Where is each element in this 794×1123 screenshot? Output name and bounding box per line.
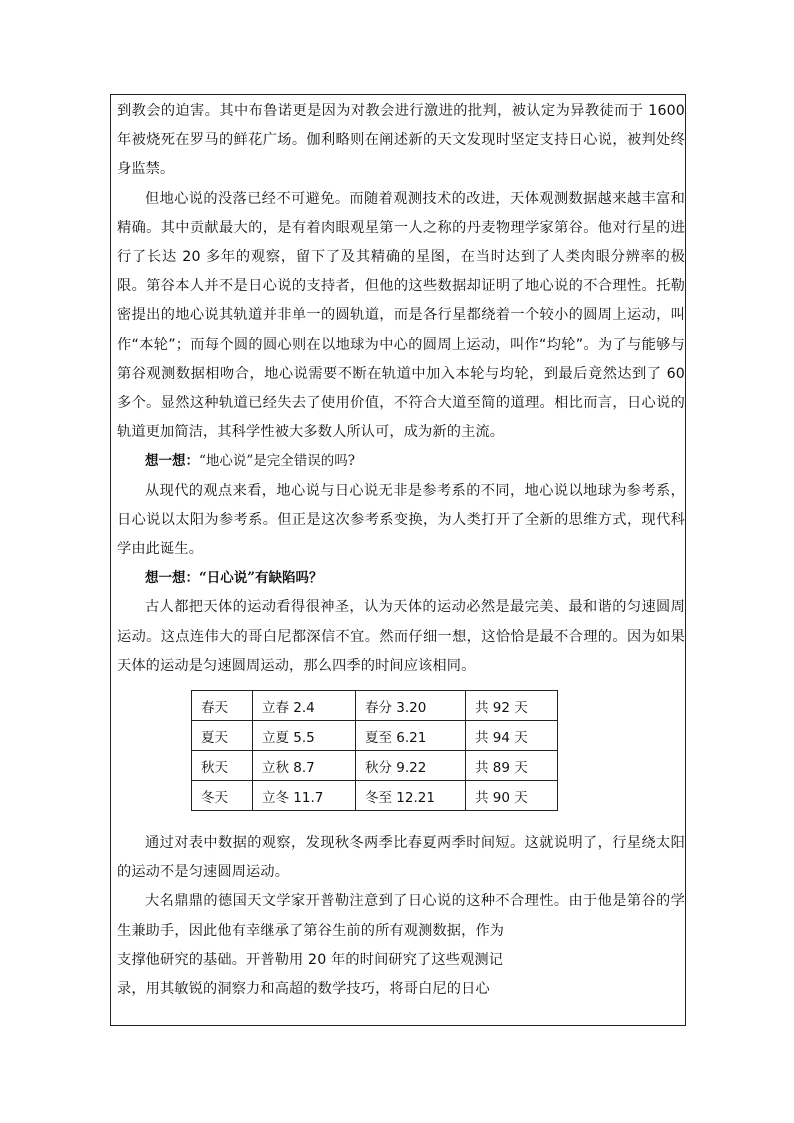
season-start-cell: 立春 2.4 bbox=[253, 691, 356, 721]
think-question-geocentric bbox=[117, 447, 685, 476]
paragraph-kepler: 大名鼎鼎的德国天文学家开普勒注意到了日心说的这种不合理性。由于他是第谷的学生兼助手，因此他有幸继承了第谷生前的所有观测数据，作为 bbox=[117, 893, 685, 939]
paragraph-kepler-cont-2: 录，用其敏锐的洞察力和高超的数学技巧，将哥白尼的日心 bbox=[117, 981, 490, 998]
season-cell: 夏天 bbox=[192, 721, 253, 751]
table-row bbox=[192, 691, 558, 721]
paragraph-persecution: 到教会的迫害。其中布鲁诺更是因为对教会进行激进的批判，被认定为异教徒而于 1600 年被烧死在罗马的鲜花广场。伽利略则在阐述新的天文发现时坚定支持日心说，被判处终身监禁。 bbox=[117, 103, 685, 178]
table-row bbox=[192, 721, 558, 751]
think-question-text: “地心说”是完全错误的吗? bbox=[199, 453, 356, 470]
season-cell: 冬天 bbox=[192, 781, 253, 811]
document-body bbox=[117, 97, 685, 1004]
think-label: 想一想： bbox=[145, 453, 199, 470]
season-mid-cell: 夏至 6.21 bbox=[356, 721, 466, 751]
paragraph-table-observation: 通过对表中数据的观察，发现秋冬两季比春夏两季时间短。这就说明了，行星绕太阳的运动不是匀速圆周运动。 bbox=[117, 835, 685, 881]
season-start-cell: 立夏 5.5 bbox=[253, 721, 356, 751]
season-days-cell: 共 90 天 bbox=[466, 781, 558, 811]
season-table bbox=[191, 690, 558, 811]
paragraph-kepler-cont-1: 支撑他研究的基础。开普勒用 20 年的时间研究了这些观测记 bbox=[117, 951, 504, 968]
table-row bbox=[192, 781, 558, 811]
season-days-cell: 共 89 天 bbox=[466, 751, 558, 781]
paragraph-reference-frame: 从现代的观点来看，地心说与日心说无非是参考系的不同，地心说以地球为参考系，日心说以太阳为参考系。但正是这次参考系变换，为人类打开了全新的思维方式，现代科学由此诞生。 bbox=[117, 482, 685, 558]
season-cell: 秋天 bbox=[192, 751, 253, 781]
season-days-cell: 共 94 天 bbox=[466, 721, 558, 751]
season-start-cell: 立冬 11.7 bbox=[253, 781, 356, 811]
season-mid-cell: 冬至 12.21 bbox=[356, 781, 466, 811]
season-cell: 春天 bbox=[192, 691, 253, 721]
season-mid-cell: 春分 3.20 bbox=[356, 691, 466, 721]
think-question-heliocentric: 想一想：“日心说”有缺陷吗？ bbox=[145, 570, 323, 587]
season-start-cell: 立秋 8.7 bbox=[253, 751, 356, 781]
content-frame bbox=[110, 94, 686, 1026]
table-row bbox=[192, 751, 558, 781]
paragraph-geocentric-decline: 但地心说的没落已经不可避免。而随着观测技术的改进，天体观测数据越来越丰富和精确。其中贡献最大的，是有着肉眼观星第一人之称的丹麦物理学家第谷。他对行星的进行了长达 20 多年的观察，留下了及其精确的星图，在当时达到了人类肉眼分辨率的极限。第谷本人并不是日心说的支持者，但他的这些数据却证明了地心说的不合理性。托勒密提出的地心说其轨道并非单一的圆轨道，而是各行星都绕着一个较小的圆周上运动，叫作“本轮”；而每个圆的圆心则在以地球为中心的圆周上运动，叫作“均轮”。为了与能够与第谷观测数据相吻合，地心说需要不断在轨道中加入本轮与均轮，到最后竟然达到了 60 多个。显然这种轨道已经失去了使用价值，不符合大道至简的道理。相比而言，日心说的轨道更加简洁，其科学性被大多数人所认可，成为新的主流。 bbox=[117, 190, 685, 441]
season-mid-cell: 秋分 9.22 bbox=[356, 751, 466, 781]
season-days-cell: 共 92 天 bbox=[466, 691, 558, 721]
paragraph-circular-motion: 古人都把天体的运动看得很神圣，认为天体的运动必然是最完美、最和谐的匀速圆周运动。这点连伟大的哥白尼都深信不宜。然而仔细一想，这恰恰是最不合理的。因为如果天体的运动是匀速圆周运动，那么四季的时间应该相同。 bbox=[117, 599, 685, 674]
